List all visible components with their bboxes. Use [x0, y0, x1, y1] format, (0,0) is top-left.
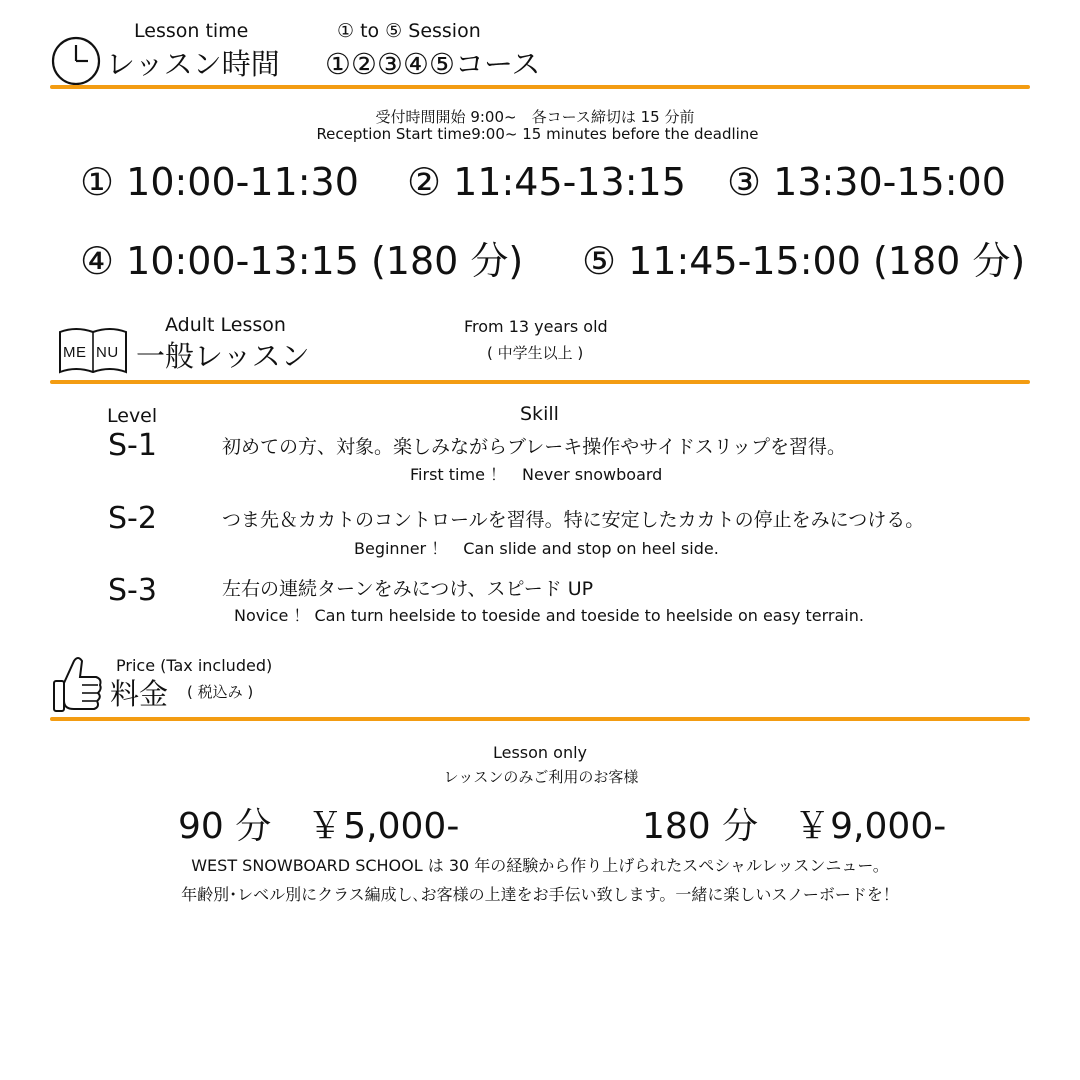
price-180-min: 180 分 ￥9,000- — [642, 806, 947, 847]
reception-note-jp: 受付時間開始 9:00~ 各コース締切は 15 分前 — [375, 108, 695, 126]
thumbs-up-icon — [52, 653, 104, 715]
level-label: S-1 — [108, 428, 157, 463]
footer-line-1: WEST SNOWBOARD SCHOOL は 30 年の経験から作り上げられたスペシャルレッスンニュー。 — [191, 856, 889, 875]
level-header: Level — [107, 405, 158, 427]
level-desc-jp: 初めての方、対象。楽しみながらブレーキ操作やサイドスリップを習得。 — [222, 436, 846, 458]
session-2: ② 11:45-13:15 — [407, 160, 686, 204]
lesson-only-jp: レッスンのみご利用のお客様 — [443, 768, 639, 786]
session-1: ① 10:00-11:30 — [80, 160, 359, 204]
lesson-time-title-en: Lesson time — [134, 20, 249, 42]
session-title-en: ① to ⑤ Session — [337, 20, 481, 42]
level-desc-en: Beginner ！ Can slide and stop on heel side. — [354, 539, 719, 558]
level-desc-jp: つま先＆カカトのコントロールを習得。特に安定したカカトの停止をみにつける。 — [222, 509, 925, 531]
session-3: ③ 13:30-15:00 — [727, 160, 1006, 204]
price-title-jp: 料金 — [110, 677, 169, 711]
skill-header: Skill — [520, 403, 559, 425]
level-desc-en: Novice ！ Can turn heelside to toeside and toeside to heelside on easy terrain. — [234, 606, 864, 625]
level-desc-jp: 左右の連続ターンをみにつけ、スピード UP — [222, 578, 594, 600]
reception-note-en: Reception Start time9:00~ 15 minutes before the deadline — [316, 125, 759, 143]
age-jp: ( 中学生以上 ) — [487, 344, 584, 362]
session-5: ⑤ 11:45-15:00 (180 分) — [582, 239, 1026, 283]
level-desc-en: First time ！ Never snowboard — [410, 465, 663, 484]
lesson-time-title-jp: レッスン時間 — [106, 47, 280, 81]
section-divider — [50, 717, 1030, 721]
clock-icon — [50, 35, 102, 87]
price-90-min: 90 分 ￥5,000- — [178, 806, 460, 847]
price-title-en: Price (Tax included) — [116, 656, 273, 675]
session-4: ④ 10:00-13:15 (180 分) — [80, 239, 524, 283]
menu-icon-text-left: ME — [63, 344, 87, 361]
section-divider — [50, 85, 1030, 89]
adult-lesson-title-en: Adult Lesson — [165, 314, 286, 336]
lesson-only-en: Lesson only — [492, 743, 587, 762]
footer-line-2: 年齢別･レベル別にクラス編成し､お客様の上達をお手伝い致します。一緒に楽しいスノーボードを！ — [181, 885, 899, 904]
level-label: S-3 — [108, 573, 157, 608]
adult-lesson-title-jp: 一般レッスン — [136, 339, 310, 373]
price-tax-jp: ( 税込み ) — [187, 683, 254, 701]
menu-icon-text-right: NU — [96, 344, 119, 361]
age-en: From 13 years old — [464, 317, 608, 336]
level-label: S-2 — [108, 501, 157, 536]
section-divider — [50, 380, 1030, 384]
session-title-jp: ①②③④⑤コース — [325, 47, 541, 81]
